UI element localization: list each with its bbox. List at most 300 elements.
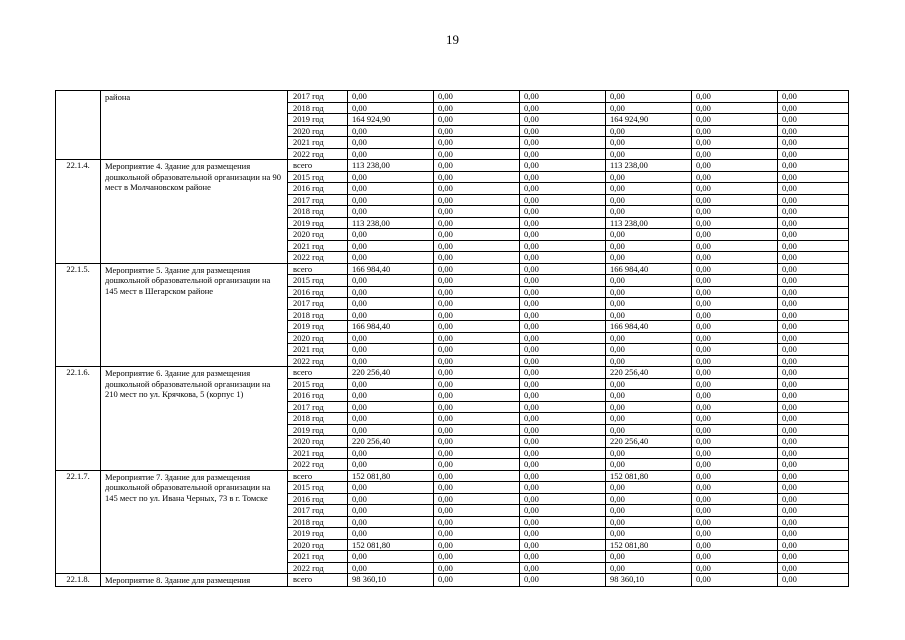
total-cell: 0,00 [348,148,434,160]
regional-cell: 220 256,40 [606,436,692,448]
year-cell: всего [288,470,348,482]
total-cell [348,505,434,517]
zero-cell [692,528,778,540]
zero-cell [778,390,849,402]
zero-cell [520,183,606,195]
total-cell [348,344,434,356]
regional-cell [606,344,692,356]
total-cell [348,240,434,252]
year-cell: 2022 год [288,355,348,367]
zero-cell [778,528,849,540]
regional-cell [606,413,692,425]
regional-cell: 0,00 [606,137,692,149]
regional-cell: 220 256,40 [606,367,692,379]
zero-cell [520,424,606,436]
zero-cell [520,137,606,149]
total-cell [348,298,434,310]
total-cell [348,286,434,298]
zero-cell [778,470,849,482]
zero-cell [692,286,778,298]
zero-cell [520,102,606,114]
zero-cell [778,367,849,379]
regional-cell: 166 984,40 [606,263,692,275]
zero-cell [692,482,778,494]
regional-cell: 152 081,80 [606,539,692,551]
zero-cell [692,344,778,356]
zero-cell [692,183,778,195]
year-cell: 2022 год [288,562,348,574]
year-cell: 2019 год [288,424,348,436]
year-cell: 2019 год [288,528,348,540]
page-number: 19 [446,32,459,47]
year-cell: 2017 год [288,298,348,310]
zero-cell [778,447,849,459]
zero-cell [434,436,520,448]
zero-cell [520,574,606,587]
zero-cell [778,102,849,114]
total-cell [348,447,434,459]
zero-cell [434,263,520,275]
zero-cell [778,114,849,126]
zero-cell [520,401,606,413]
zero-cell [520,493,606,505]
budget-table [55,90,849,587]
zero-cell [434,309,520,321]
regional-cell [606,447,692,459]
zero-cell [520,252,606,264]
zero-cell [434,298,520,310]
year-cell: 2016 год [288,183,348,195]
zero-cell [778,424,849,436]
zero-cell [692,551,778,563]
regional-cell [606,332,692,344]
regional-cell [606,240,692,252]
regional-cell: 0,00 [606,125,692,137]
regional-cell [606,482,692,494]
regional-cell [606,171,692,183]
regional-cell: 113 238,00 [606,160,692,172]
total-cell [348,401,434,413]
regional-cell: 164 924,90 [606,114,692,126]
zero-cell [692,516,778,528]
zero-cell [778,240,849,252]
total-cell [348,459,434,471]
zero-cell [520,390,606,402]
zero-cell [778,344,849,356]
zero-cell [692,401,778,413]
total-cell [348,516,434,528]
zero-cell [692,355,778,367]
zero-cell [434,493,520,505]
zero-cell [434,217,520,229]
zero-cell [692,240,778,252]
zero-cell [520,551,606,563]
zero-cell [434,171,520,183]
year-cell: 2021 год [288,447,348,459]
regional-cell [606,275,692,287]
regional-cell [606,229,692,241]
zero-cell [692,252,778,264]
zero-cell [778,321,849,333]
regional-cell [606,505,692,517]
zero-cell [692,217,778,229]
zero-cell [520,470,606,482]
event-description: Мероприятие 6. Здание для размещения дошкольной образовательной организации на 210 мест по ул. Крячкова, 5 (корпус 1) [101,367,288,471]
zero-cell [778,171,849,183]
zero-cell [520,332,606,344]
zero-cell [692,298,778,310]
total-cell: 152 081,80 [348,470,434,482]
year-cell: 2021 год [288,240,348,252]
zero-cell [778,493,849,505]
zero-cell [520,160,606,172]
total-cell: 164 924,90 [348,114,434,126]
zero-cell [778,459,849,471]
event-description: Мероприятие 5. Здание для размещения дошкольной образовательной организации на 145 мест в Шегарском районе [101,263,288,367]
regional-cell [606,459,692,471]
zero-cell [692,275,778,287]
total-cell [348,229,434,241]
zero-cell [434,447,520,459]
zero-cell [778,378,849,390]
year-cell: 2018 год [288,309,348,321]
table-row [56,574,849,587]
zero-cell [778,482,849,494]
total-cell [348,275,434,287]
zero-cell [520,482,606,494]
zero-cell [520,447,606,459]
year-cell: 2016 год [288,286,348,298]
year-cell: 2017 год [288,91,348,103]
zero-cell [520,206,606,218]
event-code: 22.1.4. [56,160,101,264]
zero-cell [778,206,849,218]
zero-cell [778,436,849,448]
total-cell: 220 256,40 [348,367,434,379]
regional-cell: 113 238,00 [606,217,692,229]
zero-cell [434,424,520,436]
regional-cell [606,551,692,563]
event-code: 22.1.7. [56,470,101,574]
zero-cell [520,367,606,379]
year-cell: 2018 год [288,102,348,114]
regional-cell [606,183,692,195]
zero-cell [520,286,606,298]
zero-cell [692,309,778,321]
regional-cell [606,424,692,436]
regional-cell [606,562,692,574]
regional-cell: 98 360,10 [606,574,692,587]
zero-cell [520,562,606,574]
year-cell: 2020 год [288,436,348,448]
year-cell: 2016 год [288,390,348,402]
regional-cell: 0,00 [606,148,692,160]
total-cell: 98 360,10 [348,574,434,587]
year-cell: 2019 год [288,321,348,333]
year-cell: 2017 год [288,401,348,413]
zero-cell [692,171,778,183]
zero-cell [434,413,520,425]
year-cell: 2015 год [288,275,348,287]
zero-cell [434,505,520,517]
total-cell: 113 238,00 [348,160,434,172]
zero-cell [778,160,849,172]
zero-cell [778,298,849,310]
zero-cell [520,378,606,390]
zero-cell [520,240,606,252]
zero-cell [434,114,520,126]
regional-cell [606,355,692,367]
zero-cell [434,332,520,344]
zero-cell [434,148,520,160]
year-cell: всего [288,367,348,379]
zero-cell [520,125,606,137]
total-cell [348,482,434,494]
zero-cell [520,263,606,275]
zero-cell [778,401,849,413]
regional-cell [606,206,692,218]
zero-cell [520,194,606,206]
year-cell: 2020 год [288,539,348,551]
total-cell: 0,00 [348,91,434,103]
zero-cell [434,229,520,241]
zero-cell [434,344,520,356]
event-description: Мероприятие 4. Здание для размещения дошкольной образовательной организации на 90 мест в Молчановском районе [101,160,288,264]
year-cell: 2015 год [288,482,348,494]
year-cell: 2018 год [288,516,348,528]
year-cell: 2018 год [288,413,348,425]
zero-cell [692,137,778,149]
year-cell: 2022 год [288,148,348,160]
zero-cell [692,470,778,482]
year-cell: 2021 год [288,137,348,149]
table-row [56,367,849,379]
zero-cell [692,263,778,275]
regional-cell [606,252,692,264]
zero-cell [434,378,520,390]
zero-cell [692,562,778,574]
zero-cell [692,194,778,206]
regional-cell [606,286,692,298]
zero-cell [434,240,520,252]
total-cell: 166 984,40 [348,321,434,333]
code-cell [56,91,101,160]
total-cell [348,413,434,425]
zero-cell [778,332,849,344]
zero-cell [434,367,520,379]
zero-cell [778,562,849,574]
year-cell: 2015 год [288,171,348,183]
zero-cell [692,447,778,459]
zero-cell [434,194,520,206]
year-cell: 2017 год [288,505,348,517]
total-cell: 166 984,40 [348,263,434,275]
total-cell [348,309,434,321]
zero-cell [692,91,778,103]
total-cell: 152 081,80 [348,539,434,551]
table-row [56,160,849,172]
zero-cell [520,148,606,160]
event-code: 22.1.8. [56,574,101,587]
total-cell [348,194,434,206]
regional-cell [606,390,692,402]
regional-cell [606,378,692,390]
year-cell: 2021 год [288,551,348,563]
total-cell [348,252,434,264]
zero-cell [692,229,778,241]
zero-cell [520,355,606,367]
zero-cell [778,263,849,275]
zero-cell [434,516,520,528]
table-row [56,470,849,482]
zero-cell [434,321,520,333]
zero-cell [778,505,849,517]
zero-cell [520,309,606,321]
total-cell [348,183,434,195]
zero-cell [778,148,849,160]
year-cell: 2015 год [288,378,348,390]
zero-cell [692,378,778,390]
zero-cell [778,229,849,241]
event-code: 22.1.6. [56,367,101,471]
zero-cell [434,551,520,563]
regional-cell [606,528,692,540]
total-cell [348,171,434,183]
zero-cell [778,551,849,563]
zero-cell [692,436,778,448]
zero-cell [778,539,849,551]
zero-cell [692,493,778,505]
total-cell [348,206,434,218]
total-cell [348,551,434,563]
zero-cell [434,390,520,402]
zero-cell [434,206,520,218]
zero-cell [778,91,849,103]
zero-cell [692,114,778,126]
zero-cell [434,125,520,137]
zero-cell [434,482,520,494]
total-cell [348,424,434,436]
zero-cell [434,470,520,482]
zero-cell [778,275,849,287]
zero-cell [778,309,849,321]
zero-cell [692,413,778,425]
total-cell [348,493,434,505]
zero-cell [520,298,606,310]
year-cell: 2017 год [288,194,348,206]
regional-cell [606,516,692,528]
zero-cell [520,344,606,356]
total-cell [348,332,434,344]
zero-cell [434,91,520,103]
zero-cell [778,355,849,367]
year-cell: всего [288,263,348,275]
total-cell: 0,00 [348,102,434,114]
zero-cell [434,401,520,413]
total-cell: 0,00 [348,125,434,137]
zero-cell [692,148,778,160]
event-code: 22.1.5. [56,263,101,367]
zero-cell [778,516,849,528]
zero-cell [520,275,606,287]
zero-cell [778,286,849,298]
zero-cell [778,217,849,229]
total-cell [348,528,434,540]
year-cell: 2021 год [288,344,348,356]
zero-cell [692,459,778,471]
zero-cell [692,574,778,587]
table-row [56,91,849,103]
zero-cell [778,194,849,206]
table-row [56,263,849,275]
regional-cell: 0,00 [606,102,692,114]
year-cell: 2022 год [288,459,348,471]
zero-cell [434,528,520,540]
year-cell: 2020 год [288,125,348,137]
zero-cell [692,160,778,172]
zero-cell [778,413,849,425]
event-description: Мероприятие 7. Здание для размещения дошкольной образовательной организации на 145 мест по ул. Ивана Черных, 73 в г. Томске [101,470,288,574]
total-cell: 113 238,00 [348,217,434,229]
zero-cell [520,321,606,333]
zero-cell [520,91,606,103]
zero-cell [520,459,606,471]
year-cell: 2022 год [288,252,348,264]
total-cell [348,378,434,390]
regional-cell [606,309,692,321]
zero-cell [778,183,849,195]
zero-cell [434,286,520,298]
zero-cell [692,332,778,344]
zero-cell [520,217,606,229]
zero-cell [692,321,778,333]
zero-cell [692,539,778,551]
zero-cell [520,114,606,126]
zero-cell [692,125,778,137]
zero-cell [434,275,520,287]
year-cell: 2019 год [288,217,348,229]
zero-cell [434,574,520,587]
regional-cell: 0,00 [606,91,692,103]
zero-cell [434,539,520,551]
zero-cell [692,102,778,114]
regional-cell [606,401,692,413]
zero-cell [692,390,778,402]
zero-cell [692,424,778,436]
year-cell: всего [288,574,348,587]
zero-cell [778,252,849,264]
total-cell [348,355,434,367]
table-body [56,91,849,587]
zero-cell [434,160,520,172]
zero-cell [520,229,606,241]
zero-cell [434,137,520,149]
total-cell [348,390,434,402]
year-cell: 2016 год [288,493,348,505]
total-cell [348,562,434,574]
zero-cell [434,252,520,264]
zero-cell [692,367,778,379]
zero-cell [778,137,849,149]
zero-cell [692,206,778,218]
year-cell: всего [288,160,348,172]
zero-cell [434,183,520,195]
total-cell: 0,00 [348,137,434,149]
regional-cell [606,194,692,206]
event-description: Мероприятие 8. Здание для размещения [101,574,288,587]
zero-cell [778,125,849,137]
zero-cell [520,516,606,528]
